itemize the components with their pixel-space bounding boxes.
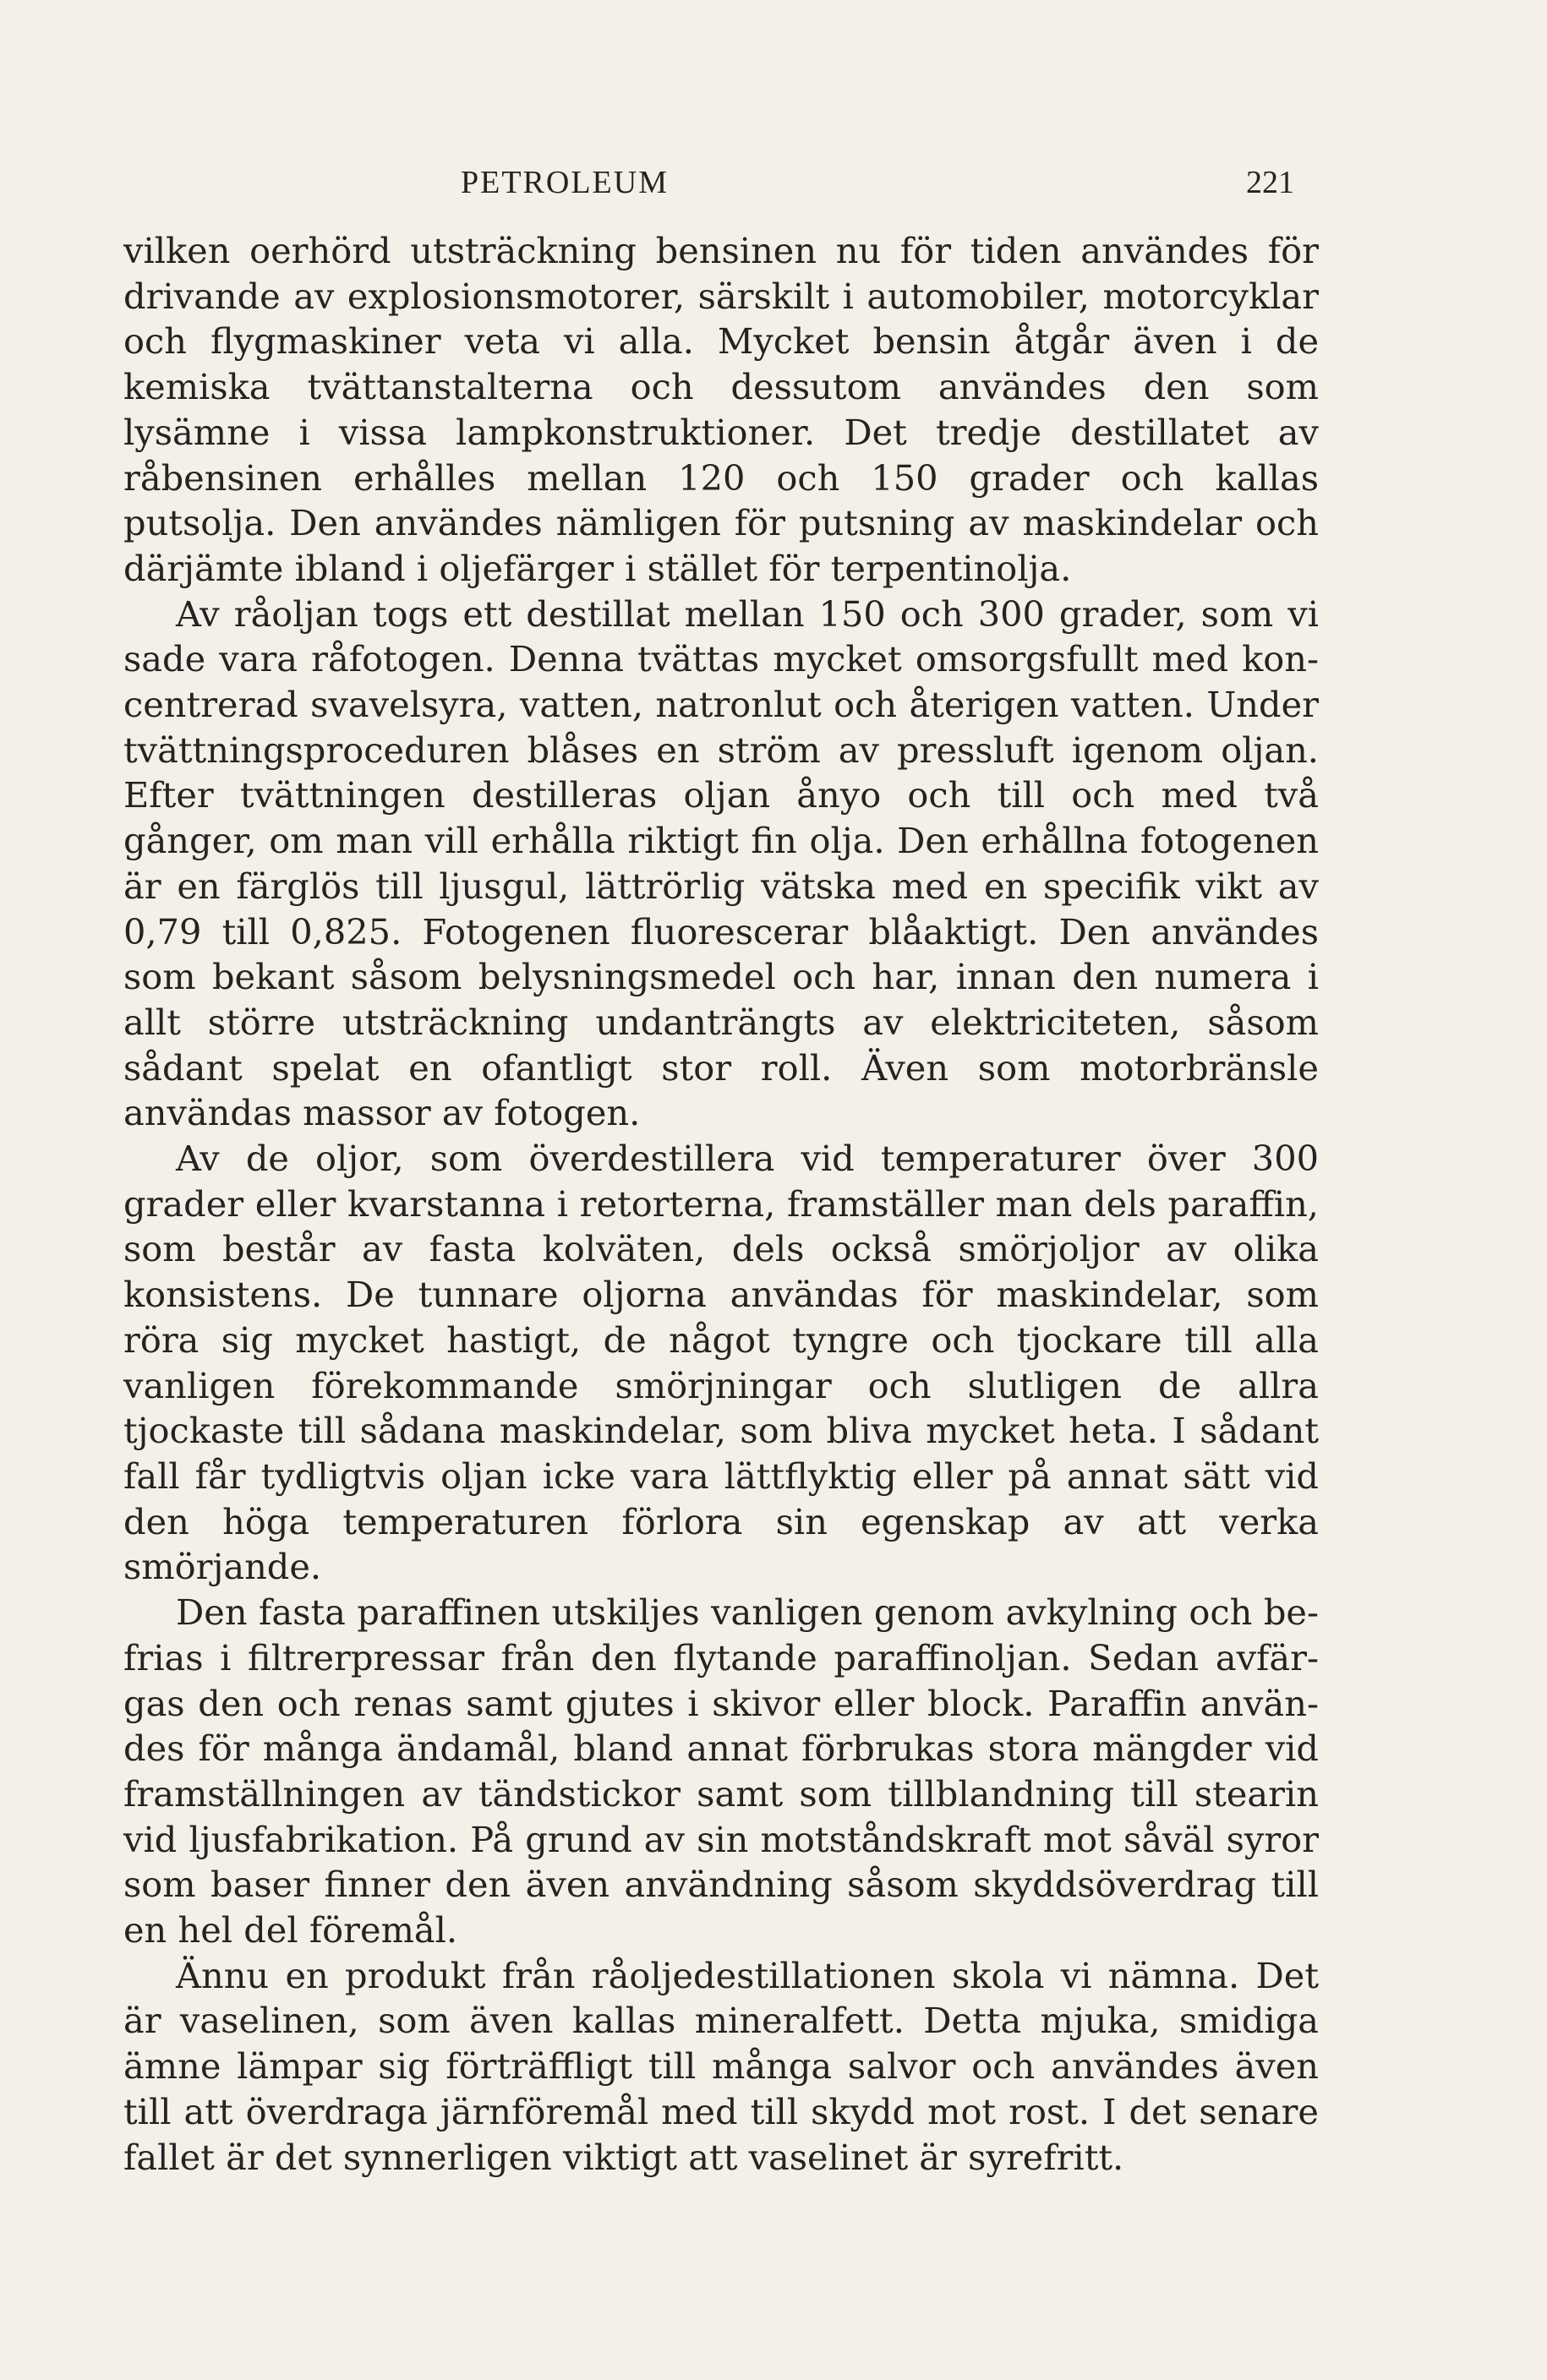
paragraph: Den fasta paraffinen utskiljes vanligen genom avkylning och befrias i filtrerpressar från den flytande paraffinoljan. Sedan avfärgas den och renas samt gjutes i skivor eller block. Paraffin användes för många ändamål, bland annat förbrukas stora mängder vid framställningen av tändstickor samt som tillblandning till stearin vid ljusfabrikation. På grund av sin motståndskraft mot såväl syror som baser finner den även användning såsom skyddsöverdrag till en hel del föremål.: [123, 1591, 1319, 1951]
paragraph: Av råoljan togs ett destillat mellan 150 och 300 grader, som vi sade vara råfotogen. Denna tvättas mycket omsorgsfullt med koncentrerad svavelsyra, vatten, natronlut och återigen vatten. Under tvättningsproceduren blåses en ström av pressluft igenom oljan. Efter tvättningen destilleras oljan ånyo och till och med två gånger, om man vill erhålla riktigt fin olja. Den erhållna fotogenen är en färglös till ljusgul, lättrörlig vätska med en specifik vikt av 0,79 till 0,825. Fotogenen fluorescerar blåaktigt. Den användes som bekant såsom belysningsmedel och har, innan den numera i allt större utsträckning undanträngts av elektriciteten, såsom sådant spelat en ofantligt stor roll. Även som motorbränsle användas massor av fotogen.: [123, 592, 1319, 1134]
paragraph: vilken oerhörd utsträckning bensinen nu för tiden användes för drivande av explosionsmotorer, särskilt i automobiler, motorcyklar och flygmaskiner veta vi alla. Mycket bensin åtgår även i de kemiska tvättanstalterna och dessutom användes den som lysämne i vissa lampkonstruktioner. Det tredje destillatet av råbensinen erhålles mellan 120 och 150 grader och kallas putsolja. Den användes nämligen för putsning av maskindelar och därjämte ibland i oljefärger i stället för terpentinolja.: [123, 230, 1319, 589]
body-text: [123, 228, 1319, 2180]
paragraph: Ännu en produkt från råoljedestillationen skola vi nämna. Det är vaselinen, som även kallas mineralfett. Detta mjuka, smidiga ämne lämpar sig förträffligt till många salvor och användes även till att överdraga järnföremål med till skydd mot rost. I det senare fallet är det synnerligen viktigt att vaselinet är syrefritt.: [123, 1954, 1319, 2178]
page-number: 221: [1246, 165, 1294, 200]
page-header: [0, 164, 1547, 206]
running-title: PETROLEUM: [461, 165, 669, 200]
paragraph: Av de oljor, som överdestillera vid temperaturer över 300 grader eller kvarstanna i retorterna, framställer man dels paraffin, som består av fasta kolväten, dels också smörjoljor av olika konsistens. De tunnare oljorna användas för maskindelar, som röra sig mycket hastigt, de något tyngre och tjockare till alla vanligen förekommande smörjningar och slutligen de allra tjockaste till sådana maskindelar, som bliva mycket heta. I sådant fall får tydligtvis oljan icke vara lättflyktig eller på annat sätt vid den höga temperaturen förlora sin egenskap av att verka smörjande.: [123, 1138, 1319, 1588]
